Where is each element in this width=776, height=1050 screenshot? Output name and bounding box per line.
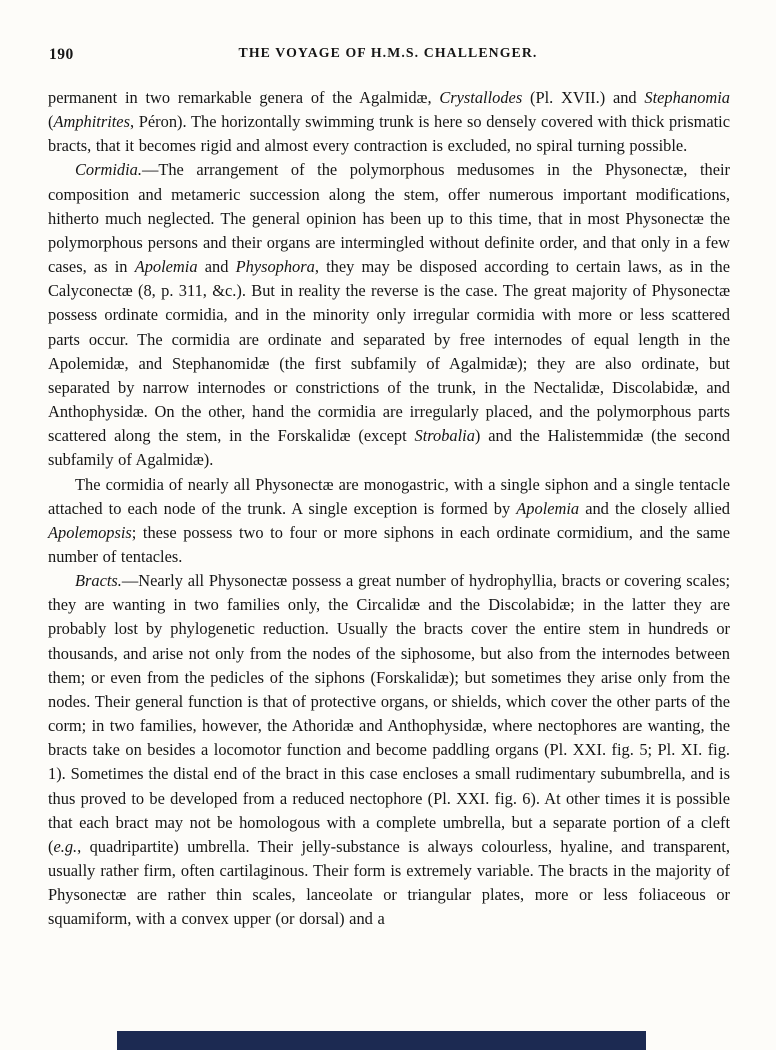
paragraph: permanent in two remarkable genera of the Agalmidæ, Crystallodes (Pl. XVII.) and Stephanomia (Amphitrites, Péron). The horizontally swimming trunk is here so densely covered with thick prismatic bracts, that it becomes rigid and almost every contraction is excluded, no spiral turning possible. xyxy=(48,88,730,156)
page-header xyxy=(0,45,776,65)
paragraph: Bracts.—Nearly all Physonectæ possess a great number of hydrophyllia, bracts or covering scales; they are wanting in two families only, the Circalidæ and the Discolabidæ; in the latter they are probably lost by phylogenetic reduction. Usually the bracts cover the entire stem in hundreds or thousands, and arise not only from the nodes of the siphosome, but also from the internodes between them; or even from the pedicles of the siphons (Forskalidæ); but sometimes they arise only from the nodes. Their general function is that of protective organs, or shields, which cover the other parts of the corm; in two families, however, the Athoridæ and Anthophysidæ, where nectophores are wanting, the bracts take on besides a locomotor function and become paddling organs (Pl. XXI. fig. 5; Pl. XI. fig. 1). Sometimes the distal end of the bract in this case encloses a small rudimentary subumbrella, and is thus proved to be developed from a reduced nectophore (Pl. XXI. fig. 6). At other times it is possible that each bract may not be homologous with a complete umbrella, but a separate portion of a cleft (e.g., quadripartite) umbrella. Their jelly-substance is always colourless, hyaline, and transparent, usually rather firm, often cartilaginous. Their form is extremely variable. The bracts in the majority of Physonectæ are rather thin scales, lanceolate or triangular plates, more or less foliaceous or squamiform, with a convex upper (or dorsal) and a xyxy=(48,571,730,929)
body-text xyxy=(48,86,730,931)
paragraph: Cormidia.—The arrangement of the polymorphous medusomes in the Physonectæ, their composition and metameric succession along the stem, offer numerous important modifications, hitherto much neglected. The general opinion has been up to this time, that in most Physonectæ the polymorphous persons and their organs are intermingled without definite order, and that only in a few cases, as in Apolemia and Physophora, they may be disposed according to certain laws, as in the Calyconectæ (8, p. 311, &c.). But in reality the reverse is the case. The great majority of Physonectæ possess ordinate cormidia, and in the minority only irregular cormidia with more or less scattered parts occur. The cormidia are ordinate and separated by free internodes of equal length in the Apolemidæ, and Stephanomidæ (the first subfamily of Agalmidæ); they are also ordinate, but separated by narrow internodes or constrictions of the trunk, in the Nectalidæ, Discolabidæ, and Anthophysidæ. On the other, hand the cormidia are irregularly placed, and the polymorphous parts scattered along the stem, in the Forskalidæ (except Strobalia) and the Halistemmidæ (the second subfamily of Agalmidæ). xyxy=(48,160,730,470)
running-title: THE VOYAGE OF H.M.S. CHALLENGER. xyxy=(238,45,538,60)
page-number: 190 xyxy=(49,46,74,63)
scan-artifact-bar xyxy=(117,1031,646,1050)
paragraph: The cormidia of nearly all Physonectæ are monogastric, with a single siphon and a single tentacle attached to each node of the trunk. A single exception is formed by Apolemia and the closely allied Apolemopsis; these possess two to four or more siphons in each ordinate cormidium, and the same number of tentacles. xyxy=(48,474,730,566)
